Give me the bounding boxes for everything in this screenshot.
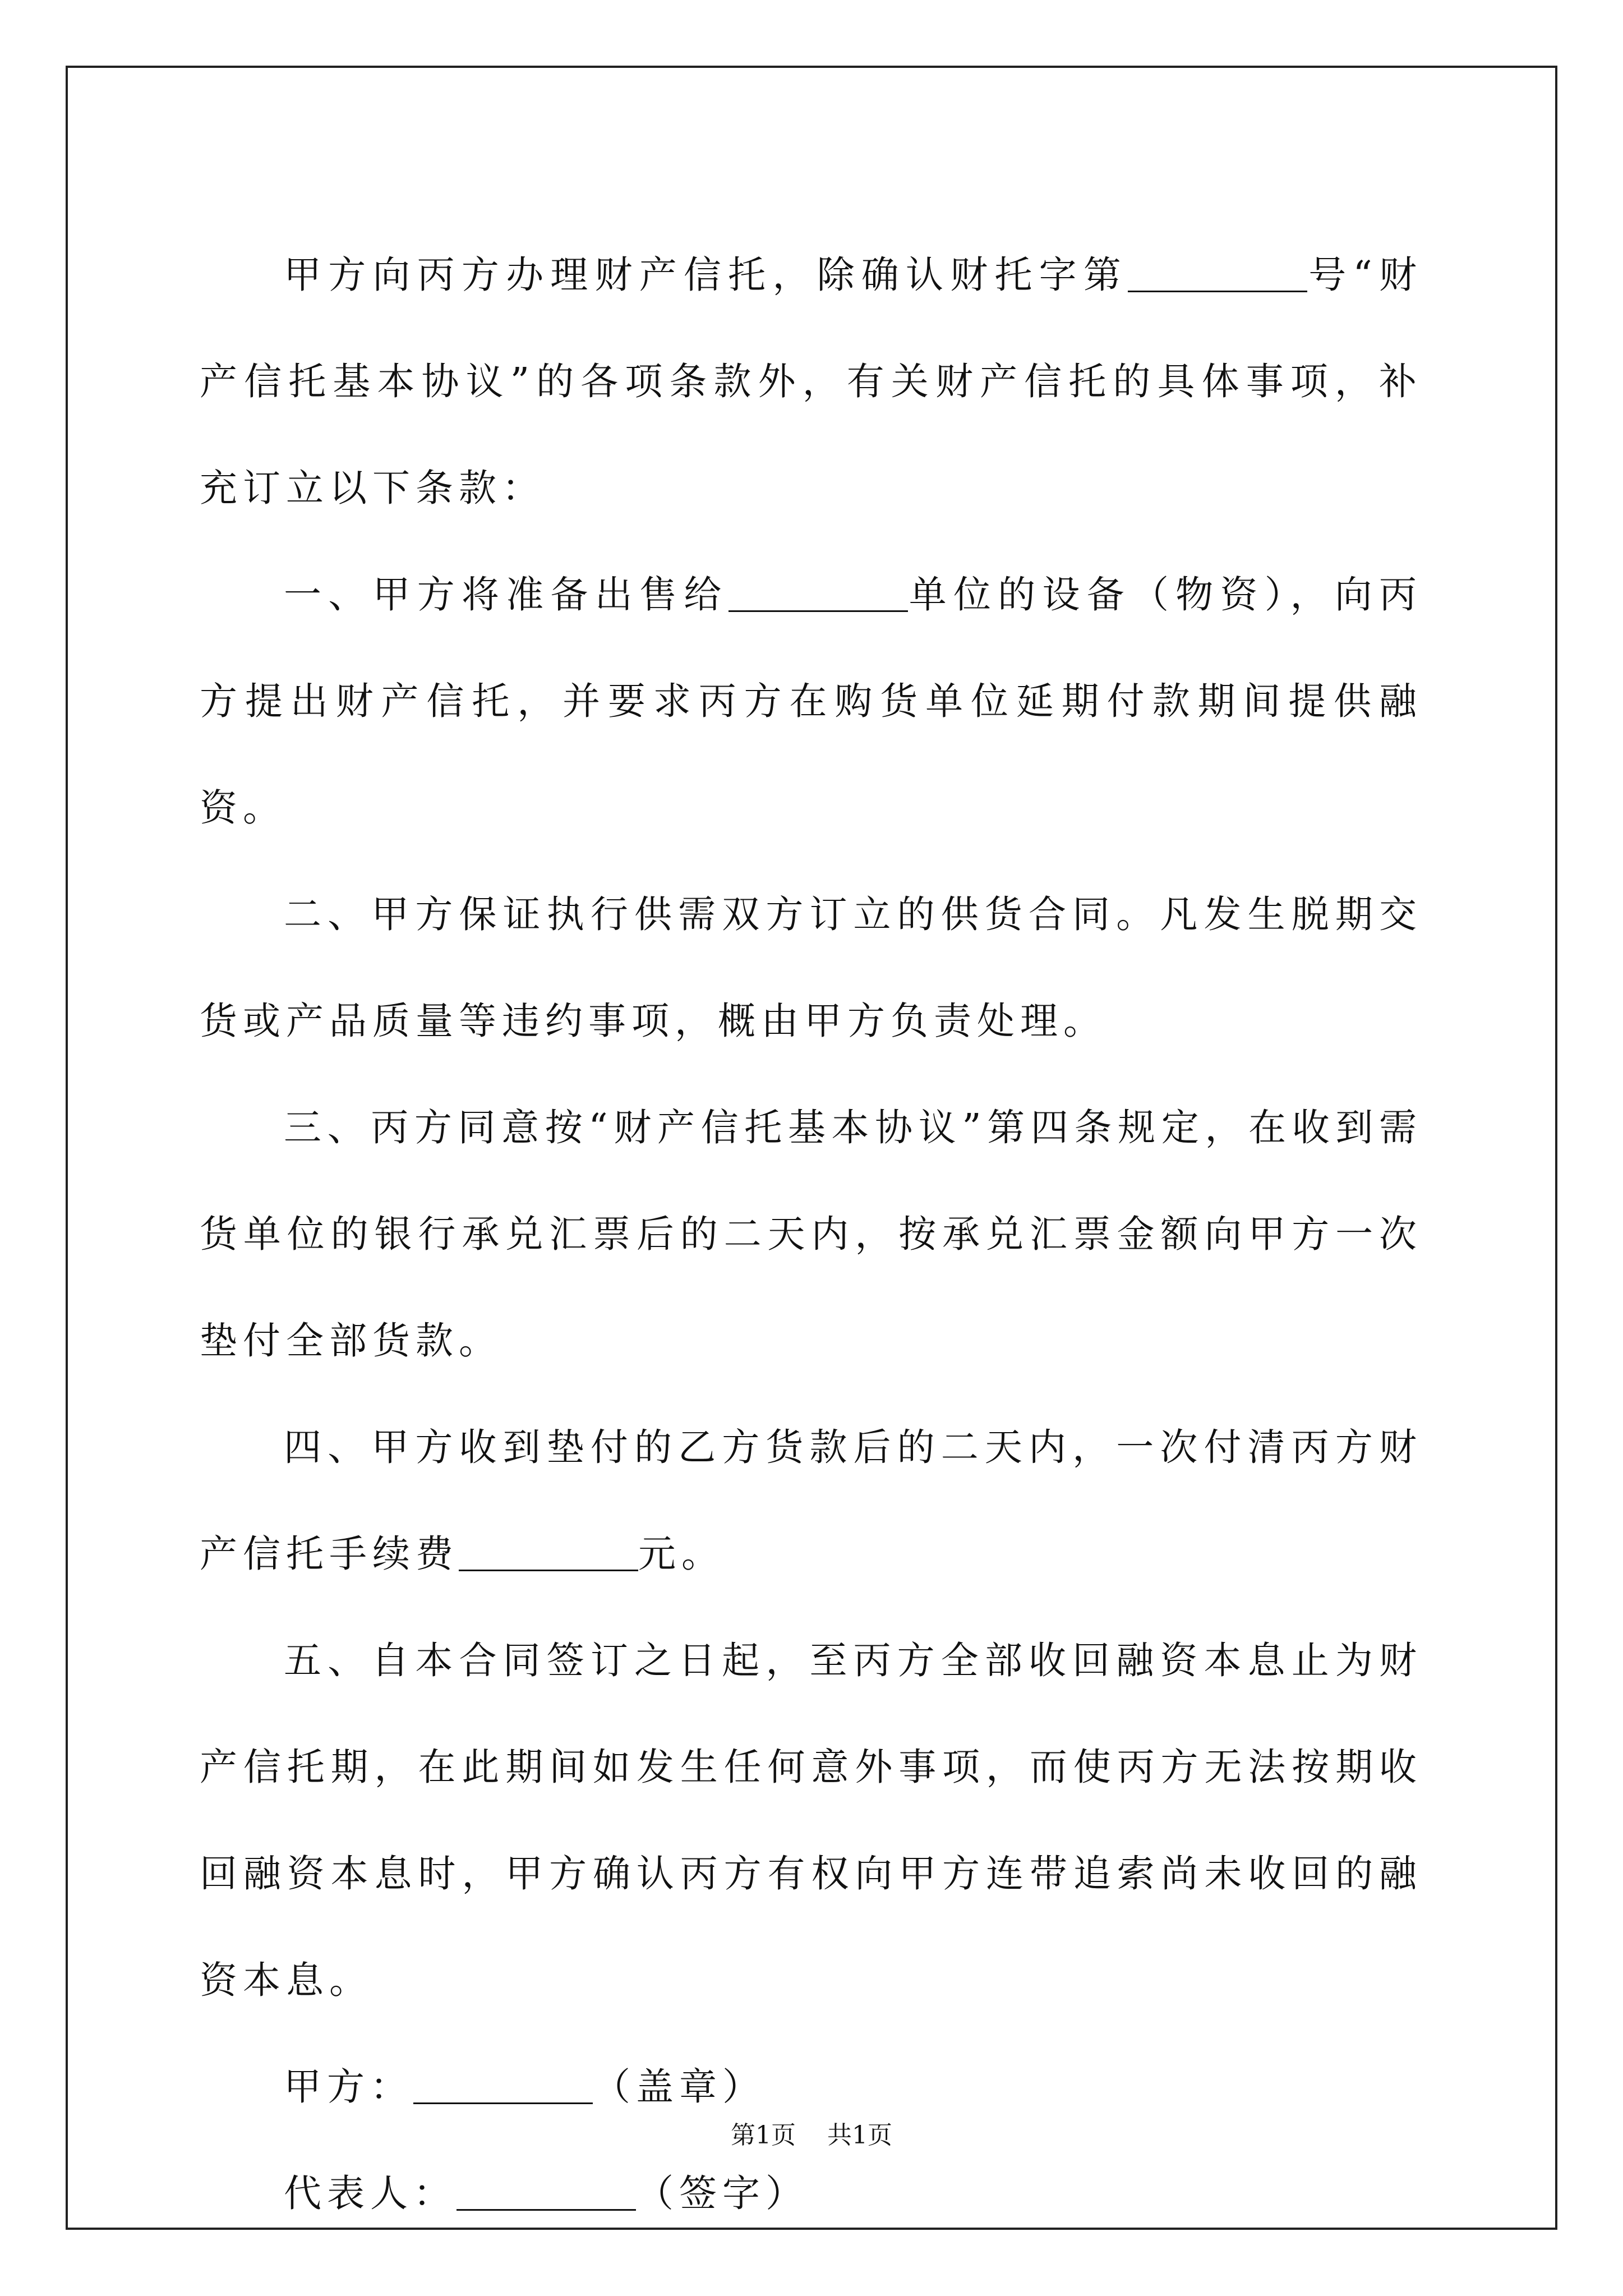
page-number: 第1页 — [731, 2121, 796, 2150]
representative-label: 代表人： — [284, 2171, 457, 2215]
intro-text-after: 号“财产信托基本协议”的各项条款外，有关财产信托的具体事项，补充订立以下条款： — [200, 253, 1422, 510]
clause-4 — [200, 1394, 1422, 1607]
party-a-label: 甲方： — [284, 2065, 413, 2109]
buyer-unit-blank — [728, 573, 908, 612]
intro-paragraph — [200, 222, 1422, 541]
party-a-seal-note: （盖章） — [593, 2065, 766, 2109]
representative-blank — [457, 2171, 636, 2211]
fee-amount-blank — [459, 1532, 638, 1571]
page-total: 共1页 — [827, 2121, 892, 2150]
clause-5: 五、自本合同签订之日起，至丙方全部收回融资本息止为财产信托期，在此期间如发生任何意外事项，而使丙方无法按期收回融资本息时，甲方确认丙方有权向甲方连带追索尚未收回的融资本息。 — [200, 1639, 1422, 2002]
clause-1-text-after: 单位的设备（物资），向丙方提出财产信托，并要求丙方在购货单位延期付款期间提供融资。 — [200, 573, 1422, 830]
clause-4-text-before: 四、甲方收到垫付的乙方货款后的二天内，一次付清丙方财产信托手续费 — [200, 1425, 1422, 1576]
intro-text-before: 甲方向丙方办理财产信托，除确认财托字第 — [284, 253, 1128, 297]
clause-1 — [200, 541, 1422, 861]
clause-1-text-before: 一、甲方将准备出售给 — [284, 573, 728, 616]
representative-signature-line — [200, 2140, 1422, 2247]
trust-number-blank — [1128, 253, 1307, 292]
clause-4-text-after: 元。 — [638, 1532, 725, 1576]
page-footer — [0, 2115, 1623, 2151]
representative-sign-note: （签字） — [636, 2171, 809, 2215]
clause-3: 三、丙方同意按“财产信托基本协议”第四条规定，在收到需货单位的银行承兑汇票后的二天内，按承兑汇票金额向甲方一次垫付全部货款。 — [200, 1106, 1422, 1363]
document-body — [200, 222, 1422, 2247]
party-a-blank — [413, 2065, 593, 2104]
clause-2: 二、甲方保证执行供需双方订立的供货合同。凡发生脱期交货或产品质量等违约事项，概由甲方负责处理。 — [200, 892, 1422, 1043]
